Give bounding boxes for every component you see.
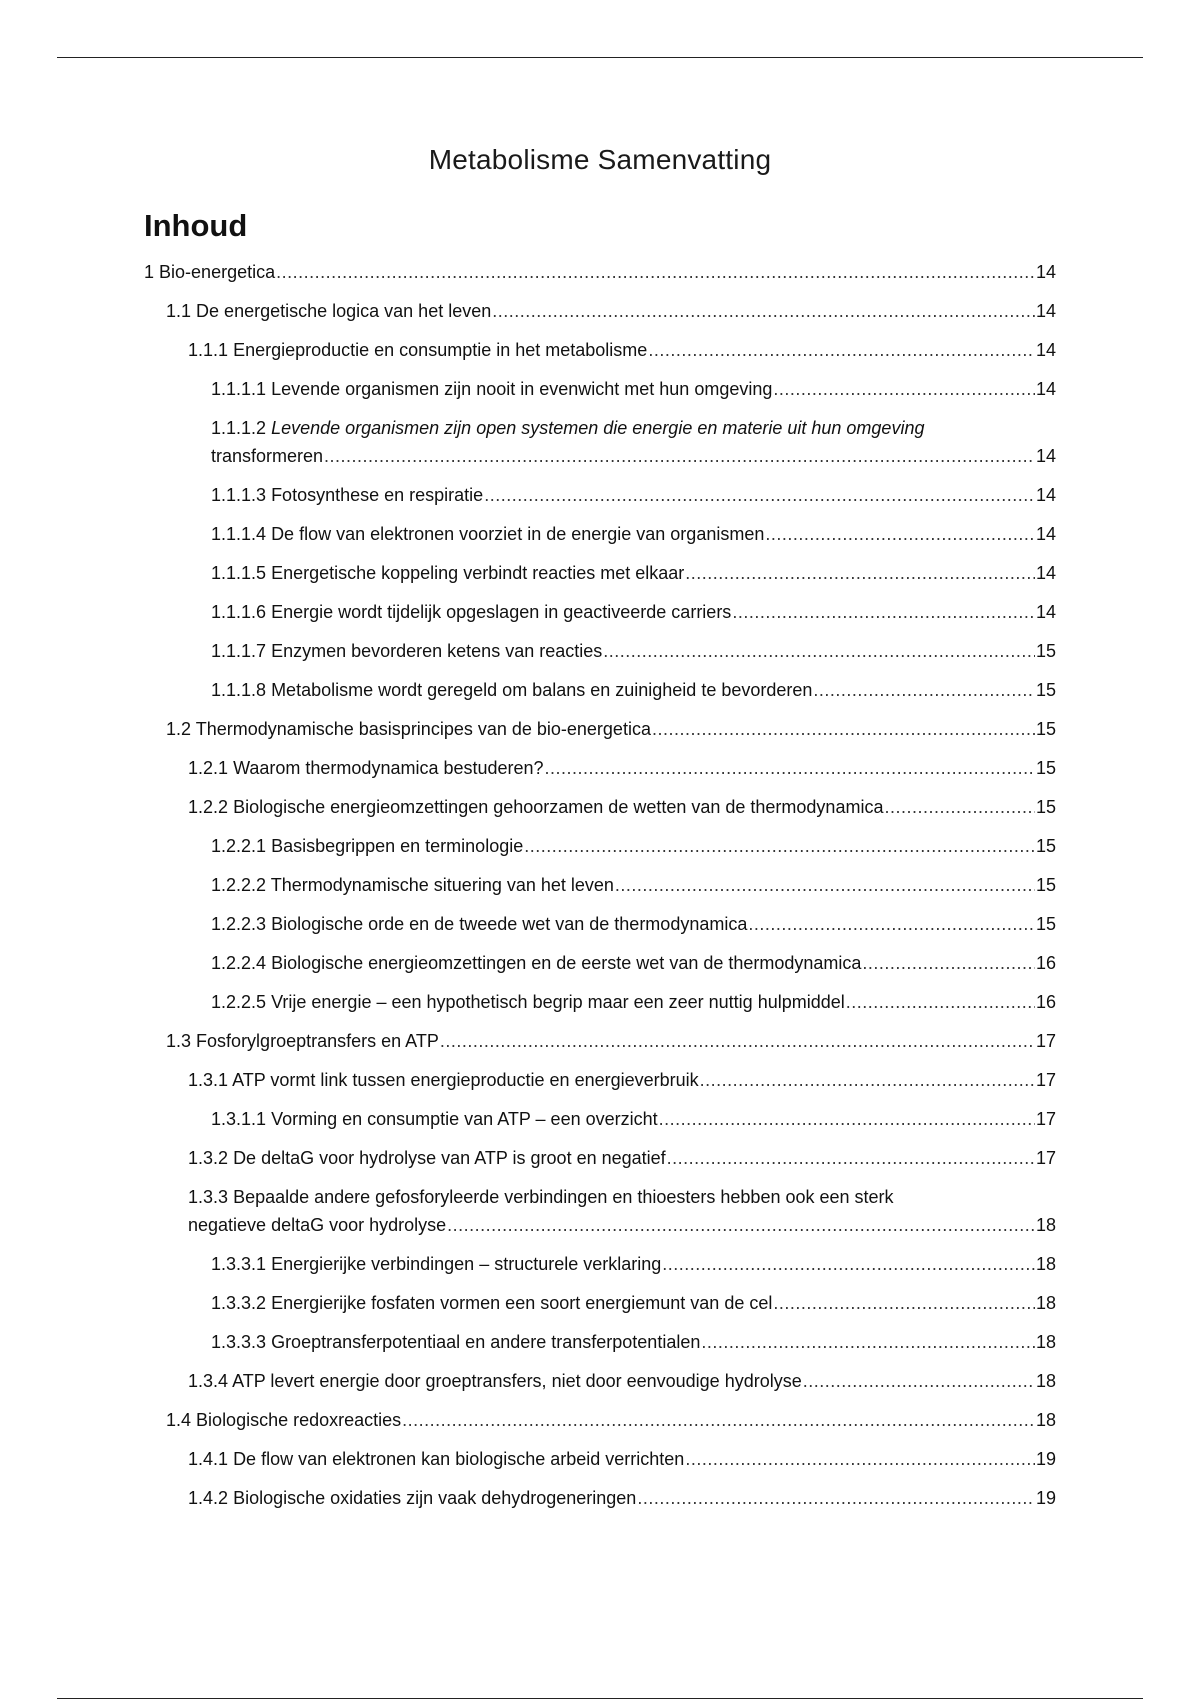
toc-entry-title: Waarom thermodynamica bestuderen? (233, 758, 544, 778)
toc-entry[interactable] (144, 1328, 1056, 1356)
toc-entry-page: 18 (1035, 1332, 1056, 1352)
toc-entry-number: 1.1.1.6 (211, 602, 267, 622)
toc-entry-number: 1.3.3.1 (211, 1254, 267, 1274)
toc-entry-page: 16 (1035, 953, 1056, 973)
toc-entry[interactable] (144, 481, 1056, 509)
toc-entry-title: Thermodynamische basisprincipes van de bio-energetica (195, 719, 651, 739)
toc-entry-title: Levende organismen zijn nooit in evenwicht met hun omgeving (271, 379, 773, 399)
dot-leader (700, 1066, 1035, 1094)
dot-leader (324, 442, 1035, 470)
toc-entry-title: ATP levert energie door groeptransfers, niet door eenvoudige hydrolyse (232, 1371, 802, 1391)
toc-entry-title: Energierijke fosfaten vormen een soort energiemunt van de cel (271, 1293, 773, 1313)
toc-entry-title: Energieproductie en consumptie in het metabolisme (233, 340, 648, 360)
toc-entry-number: 1.1.1.2 (211, 418, 267, 438)
toc-entry[interactable] (144, 1183, 1056, 1239)
toc-entry-title: Biologische orde en de tweede wet van de thermodynamica (271, 914, 748, 934)
toc-entry-number: 1 (144, 262, 155, 282)
toc-entry[interactable] (144, 1289, 1056, 1317)
dot-leader (447, 1211, 1035, 1239)
toc-entry-number: 1.3.3 (188, 1187, 229, 1207)
toc-entry-page: 14 (1035, 524, 1056, 544)
toc-entry[interactable] (144, 793, 1056, 821)
toc-entry-number: 1.2.2 (188, 797, 229, 817)
toc-entry-page: 18 (1035, 1254, 1056, 1274)
toc-entry-page: 14 (1035, 301, 1056, 321)
toc-entry[interactable] (144, 832, 1056, 860)
toc-entry-title: Fosforylgroeptransfers en ATP (196, 1031, 439, 1051)
dot-leader (276, 258, 1035, 286)
toc-entry-title: Metabolisme wordt geregeld om balans en zuinigheid te bevorderen (271, 680, 813, 700)
toc-entry-title: De energetische logica van het leven (196, 301, 492, 321)
toc-entry-title: Enzymen bevorderen ketens van reacties (271, 641, 603, 661)
toc-entry-number: 1.2 (166, 719, 192, 739)
toc-entry[interactable] (144, 715, 1056, 743)
toc-entry-title: Vrije energie – een hypothetisch begrip maar een zeer nuttig hulpmiddel (271, 992, 845, 1012)
toc-entry-number: 1.3.1.1 (211, 1109, 267, 1129)
toc-entry-page: 15 (1035, 797, 1056, 817)
toc-entry-page: 15 (1035, 758, 1056, 778)
dot-leader (648, 336, 1035, 364)
toc-entry[interactable] (144, 1250, 1056, 1278)
toc-entry-page: 15 (1035, 680, 1056, 700)
dot-leader (652, 715, 1035, 743)
header-rule (57, 57, 1143, 58)
toc-entry[interactable] (144, 1367, 1056, 1395)
toc-entry[interactable] (144, 1144, 1056, 1172)
dot-leader (440, 1027, 1035, 1055)
toc-entry-title: Thermodynamische situering van het leven (270, 875, 614, 895)
dot-leader (484, 481, 1035, 509)
toc-entry-page: 14 (1035, 602, 1056, 622)
toc-entry-number: 1.4 (166, 1410, 192, 1430)
toc-entry-page: 18 (1035, 1293, 1056, 1313)
dot-leader (667, 1144, 1035, 1172)
toc-entry[interactable] (144, 336, 1056, 364)
dot-leader (846, 988, 1035, 1016)
toc-entry-page: 15 (1035, 641, 1056, 661)
toc-entry-title: Fotosynthese en respiratie (271, 485, 484, 505)
toc-entry[interactable] (144, 520, 1056, 548)
dot-leader (685, 1445, 1035, 1473)
toc-entry-title: De flow van elektronen kan biologische arbeid verrichten (233, 1449, 685, 1469)
toc-entry-page: 14 (1035, 340, 1056, 360)
toc-entry[interactable] (144, 375, 1056, 403)
toc-entry-number: 1.1.1.3 (211, 485, 267, 505)
toc-entry-page: 14 (1035, 379, 1056, 399)
dot-leader (637, 1484, 1035, 1512)
dot-leader (748, 910, 1035, 938)
toc-entry-title: De flow van elektronen voorziet in de energie van organismen (271, 524, 765, 544)
toc-entry-title: ATP vormt link tussen energieproductie en energieverbruik (232, 1070, 699, 1090)
toc-entry-page: 14 (1035, 485, 1056, 505)
toc-entry-page: 18 (1035, 1371, 1056, 1391)
toc-entry-page: 14 (1035, 563, 1056, 583)
toc-entry-page: 18 (1035, 1410, 1056, 1430)
toc-entry-page: 17 (1035, 1148, 1056, 1168)
dot-leader (659, 1105, 1035, 1133)
toc-entry-number: 1.2.1 (188, 758, 229, 778)
toc-entry[interactable] (144, 598, 1056, 626)
toc-entry-title-cont: negatieve deltaG voor hydrolyse (188, 1215, 447, 1235)
toc-entry-number: 1.2.2.2 (211, 875, 267, 895)
dot-leader (765, 520, 1035, 548)
toc-entry-title: Levende organismen zijn open systemen die energie en materie uit hun omgeving (271, 418, 925, 438)
toc-entry[interactable] (144, 1066, 1056, 1094)
toc-entry-page: 18 (1035, 1215, 1056, 1235)
footer-rule (57, 1698, 1143, 1699)
toc-entry-title: Biologische energieomzettingen gehoorzamen de wetten van de thermodynamica (233, 797, 884, 817)
toc-entry-page: 14 (1035, 262, 1056, 282)
dot-leader (862, 949, 1035, 977)
toc-entry-number: 1.2.2.5 (211, 992, 267, 1012)
toc-entry-title: Basisbegrippen en terminologie (271, 836, 524, 856)
toc-entry[interactable] (144, 871, 1056, 899)
toc-entry-number: 1.1.1 (188, 340, 229, 360)
toc-entry[interactable] (144, 988, 1056, 1016)
toc-entry[interactable] (144, 1406, 1056, 1434)
toc-entry-title: Biologische redoxreacties (196, 1410, 402, 1430)
toc-entry-number: 1.2.2.1 (211, 836, 267, 856)
toc-entry-title: De deltaG voor hydrolyse van ATP is groot en negatief (233, 1148, 666, 1168)
toc-entry-number: 1.1 (166, 301, 192, 321)
dot-leader (773, 375, 1035, 403)
toc-entry-title: Bio-energetica (159, 262, 276, 282)
dot-leader (773, 1289, 1035, 1317)
table-of-contents (144, 258, 1056, 1523)
toc-entry-number: 1.3.3.3 (211, 1332, 267, 1352)
toc-entry-title: Biologische oxidaties zijn vaak dehydrogeneringen (233, 1488, 637, 1508)
dot-leader (884, 793, 1035, 821)
toc-entry[interactable] (144, 637, 1056, 665)
dot-leader (615, 871, 1035, 899)
toc-entry[interactable] (144, 1105, 1056, 1133)
toc-entry[interactable] (144, 1027, 1056, 1055)
toc-entry-number: 1.1.1.8 (211, 680, 267, 700)
toc-entry[interactable] (144, 258, 1056, 286)
toc-entry-number: 1.3 (166, 1031, 192, 1051)
dot-leader (662, 1250, 1035, 1278)
toc-entry-page: 15 (1035, 914, 1056, 934)
toc-entry-number: 1.2.2.3 (211, 914, 267, 934)
dot-leader (685, 559, 1035, 587)
toc-entry-number: 1.1.1.1 (211, 379, 267, 399)
toc-entry[interactable] (144, 754, 1056, 782)
toc-entry[interactable] (144, 676, 1056, 704)
dot-leader (402, 1406, 1035, 1434)
toc-entry-title: Groeptransferpotentiaal en andere transferpotentialen (271, 1332, 701, 1352)
toc-entry-title-cont: transformeren (211, 446, 324, 466)
toc-entry-page: 15 (1035, 719, 1056, 739)
toc-entry-number: 1.4.1 (188, 1449, 229, 1469)
toc-heading: Inhoud (144, 208, 248, 243)
toc-entry-number: 1.1.1.4 (211, 524, 267, 544)
toc-entry[interactable] (144, 949, 1056, 977)
toc-entry-number: 1.4.2 (188, 1488, 229, 1508)
toc-entry-title: Energetische koppeling verbindt reacties met elkaar (271, 563, 685, 583)
toc-entry-title: Energierijke verbindingen – structurele verklaring (271, 1254, 662, 1274)
toc-entry-number: 1.2.2.4 (211, 953, 267, 973)
toc-entry-page: 15 (1035, 836, 1056, 856)
document-title: Metabolisme Samenvatting (428, 144, 772, 175)
toc-entry[interactable] (144, 1484, 1056, 1512)
toc-entry-page: 17 (1035, 1031, 1056, 1051)
toc-entry-page: 19 (1035, 1449, 1056, 1469)
toc-entry-page: 16 (1035, 992, 1056, 1012)
dot-leader (545, 754, 1035, 782)
dot-leader (803, 1367, 1035, 1395)
toc-entry[interactable] (144, 414, 1056, 470)
toc-entry[interactable] (144, 559, 1056, 587)
toc-entry[interactable] (144, 910, 1056, 938)
toc-entry[interactable] (144, 297, 1056, 325)
toc-entry-page: 14 (1035, 446, 1056, 466)
toc-entry-title: Bepaalde andere gefosforyleerde verbindingen en thioesters hebben ook een sterk (233, 1187, 894, 1207)
toc-entry-number: 1.1.1.5 (211, 563, 267, 583)
toc-entry-title: Energie wordt tijdelijk opgeslagen in geactiveerde carriers (271, 602, 732, 622)
toc-entry-page: 17 (1035, 1070, 1056, 1090)
toc-entry-page: 17 (1035, 1109, 1056, 1129)
dot-leader (813, 676, 1035, 704)
dot-leader (603, 637, 1035, 665)
dot-leader (492, 297, 1035, 325)
toc-entry-number: 1.1.1.7 (211, 641, 267, 661)
toc-entry-number: 1.3.2 (188, 1148, 229, 1168)
toc-entry[interactable] (144, 1445, 1056, 1473)
toc-entry-page: 19 (1035, 1488, 1056, 1508)
dot-leader (701, 1328, 1035, 1356)
toc-entry-title: Vorming en consumptie van ATP – een overzicht (271, 1109, 658, 1129)
dot-leader (524, 832, 1035, 860)
toc-entry-number: 1.3.1 (188, 1070, 229, 1090)
dot-leader (732, 598, 1035, 626)
toc-entry-number: 1.3.3.2 (211, 1293, 267, 1313)
toc-entry-page: 15 (1035, 875, 1056, 895)
toc-entry-title: Biologische energieomzettingen en de eerste wet van de thermodynamica (271, 953, 862, 973)
toc-entry-number: 1.3.4 (188, 1371, 229, 1391)
